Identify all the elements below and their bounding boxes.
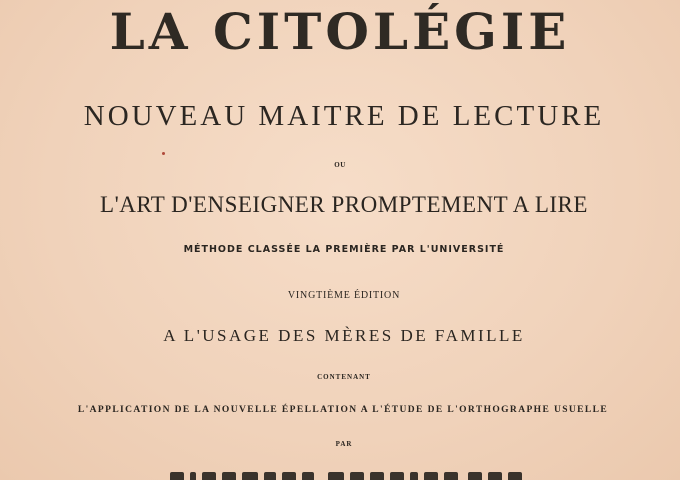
edition-line: VINGTIÈME ÉDITION (287, 290, 401, 301)
contenant-line: CONTENANT (317, 373, 371, 381)
book-subtitle: NOUVEAU MAITRE DE LECTURE (83, 100, 605, 132)
application-line: L'APPLICATION DE LA NOUVELLE ÉPELLATION A L'ÉTUDE DE L'ORTHOGRAPHE USUELLE (77, 405, 609, 415)
alternate-title: L'ART D'ENSEIGNER PROMPTEMENT A LIRE (100, 192, 588, 217)
usage-line: A L'USAGE DES MÈRES DE FAMILLE (163, 326, 525, 345)
author-name-cropped (158, 466, 538, 480)
methode-line: MÉTHODE CLASSÉE LA PREMIÈRE PAR L'UNIVERSITÉ (183, 244, 505, 255)
ink-speck (162, 152, 165, 155)
conjunction-ou: OU (334, 161, 346, 169)
book-title: LA CITOLÉGIE (109, 2, 571, 61)
par-line: PAR (335, 440, 353, 448)
